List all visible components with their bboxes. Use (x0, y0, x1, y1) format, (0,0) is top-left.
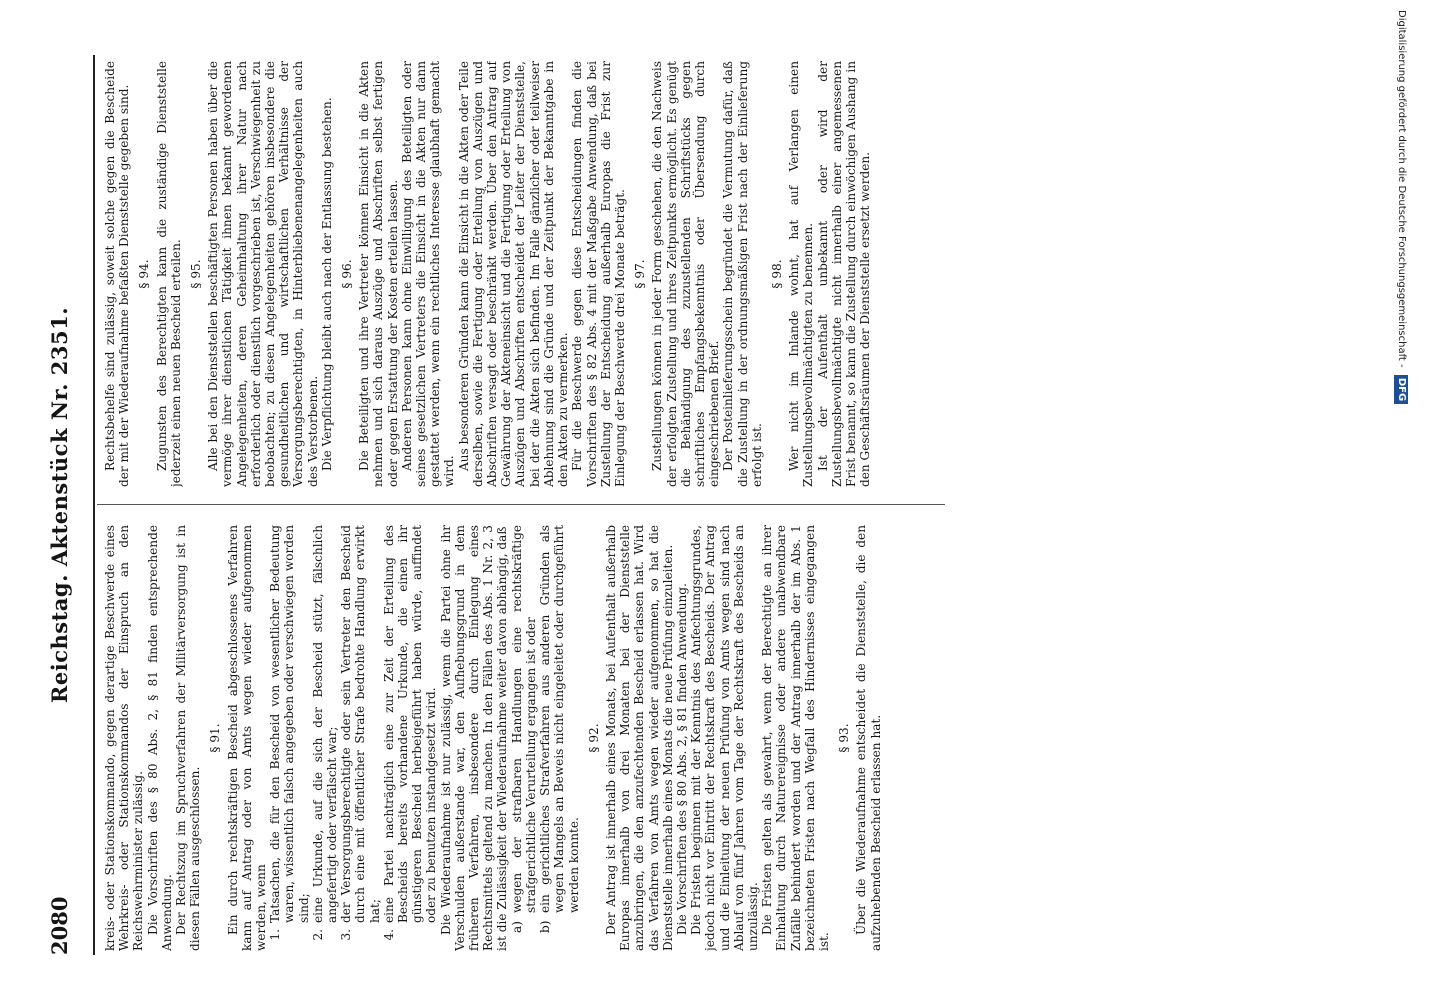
list-item (311, 525, 339, 951)
paragraph: Für die Beschwerde gegen diese Entscheidungen finden die Vorschriften des § 82 Abs. 4 mit der Maßgabe Anwendung, daß bei Zustellung der Entscheidung außerhalb Europas die Frist zur Einlegung der Beschwerde drei Monate beträgt. (570, 61, 627, 487)
list-item (382, 525, 439, 951)
paragraph: Wer nicht im Inlande wohnt, hat auf Verlangen einen Zustellungsbevollmächtigten zu benennen. (787, 61, 816, 487)
list-number: 3. (339, 929, 354, 941)
section-heading-91: § 91. (208, 723, 223, 753)
list-text: Tatsachen, die für den Bescheid von wesentlicher Bedeutung waren, wissentlich falsch angegeben oder verschwiegen worden sind; (268, 525, 311, 923)
paragraph: Der Antrag ist innerhalb eines Monats, bei Aufenthalt außerhalb Europas innerhalb von drei Monaten bei der Dienststelle anzubringen, die den anzufechtenden Bescheid erlassen hat. Wird das Verfahren von Amts wegen wieder aufgenommen, so hat die Dienststelle innerhalb eines Monats die neue Prüfung einzuleiten. (603, 525, 675, 951)
paragraph: Ist der Aufenthalt unbekannt oder wird der Zustellungsbevollmächtigte nicht innerhalb einer angemessenen Frist benannt, so kann die Zustellung durch einwöchigen Aushang in den Geschäftsräumen der Dienststelle ersetzt werden. (815, 61, 873, 487)
list-text: wegen der strafbaren Handlungen eine rechtskräftige strafgerichtliche Verurteilung ergangen ist oder (509, 525, 538, 913)
paragraph: Alle bei den Dienststellen beschäftigten Personen haben über die vermöge ihrer dienstlichen Tätigkeit ihnen bekannt gewordenen Angelegenheiten, deren Geheimhaltung ihrer Natur nach erforderlich oder dienstlich vorgeschrieben ist, Verschwiegenheit zu beobachten; zu diesen Angelegenheiten gehören insbesondere die gesundheitlichen und wirtschaftlichen Verhältnisse der Versorgungsberechtigten, in Hinterbliebenenangelegenheiten auch des Verstorbenen. (206, 61, 320, 487)
list-letter: b) (538, 920, 553, 933)
paragraph: Über die Wiederaufnahme entscheidet die Dienststelle, die den aufzuhebenden Bescheid erlassen hat. (854, 525, 883, 951)
page-number: 2080 (47, 896, 72, 955)
section-heading-92: § 92. (586, 723, 601, 753)
paragraph: Die Fristen beginnen mit der Kenntnis des Anfechtungsgrundes, jedoch nicht vor Eintritt der Rechtskraft des Bescheids. Der Antrag und die Einleitung der neuen Prüfung von Amts wegen sind nach Ablauf von fünf Jahren vom Tage der Rechtskraft des Bescheids an unzulässig. (689, 525, 760, 951)
dfg-logo: DFG (1394, 375, 1408, 404)
paragraph: Ein durch rechtskräftigen Bescheid abgeschlossenes Verfahren kann auf Antrag oder von Amts wegen wieder aufgenommen werden, wenn (225, 525, 269, 951)
digitization-credit (1390, 10, 1412, 990)
section-heading-96: § 96. (340, 259, 355, 289)
paragraph: Der Posteinlieferungsschein begründet die Vermutung dafür, daß die Zustellung in der ordnungsmäßigen Frist nach der Einlieferung erfolgt ist. (721, 61, 764, 487)
paragraph: Die Vorschriften des § 80 Abs. 2, § 81 finden entsprechende Anwendung. (145, 525, 174, 951)
paragraph: Die Fristen gelten als gewahrt, wenn der Berechtigte an ihrer Einhaltung durch Naturereignisse oder andere unabwendbare Zufälle behindert worden und der Antrag innerhalb der im Abs. 1 bezeichneten Fristen nach Wegfall des Hindernisses eingegangen ist. (760, 525, 831, 951)
list-number: 2. (310, 929, 325, 941)
paragraph: Zugunsten des Berechtigten kann die zuständige Dienststelle jederzeit einen neuen Bescheid erteilen. (154, 61, 183, 487)
column-divider (97, 504, 945, 505)
left-column (103, 525, 1345, 951)
rotated-document-page (45, 55, 1345, 955)
list-text: ein gerichtliches Strafverfahren aus anderen Gründen als wegen Mangels an Beweis nicht eingeleitet oder durchgeführt werden konnte. (538, 525, 581, 913)
list-item (510, 525, 538, 933)
paragraph: Zustellungen können in jeder Form geschehen, die den Nachweis der erfolgten Zustellung und ihres Zeitpunkts ermöglicht. Es genügt die Behändigung des zuzustellenden Schriftstücks gegen schriftliches Empfangsbekenntnis oder Übersendung durch eingeschriebenen Brief. (650, 61, 722, 487)
page-header-title: Reichstag. Aktenstück Nr. 2351. (47, 306, 72, 704)
section-heading-98: § 98. (769, 259, 784, 289)
section-heading-97: § 97. (633, 259, 648, 289)
credit-text: Digitalisierung gefördert durch die Deutsche Forschungsgemeinschaft - (1396, 10, 1407, 368)
paragraph: Der Rechtszug im Spruchverfahren der Militärversorgung ist in diesen Fällen ausgeschlossen. (174, 525, 203, 951)
list-letter: a) (509, 921, 524, 933)
list-item (538, 525, 581, 933)
paragraph: Rechtsbehelfe sind zulässig, soweit solche gegen die Bescheide der mit der Wiederaufnahme befaßten Dienststelle gegeben sind. (103, 61, 132, 487)
right-column (103, 61, 1345, 487)
list-number: 1. (268, 929, 283, 941)
list-text: der Versorgungsberechtigte oder sein Vertreter den Bescheid durch eine mit öffentlicher Strafe bedrohte Handlung erwirkt hat; (339, 525, 382, 923)
paragraph: Anderen Personen kann ohne Einwilligung des Beteiligten oder seines gesetzlichen Vertreters die Einsicht in die Akten nur dann gestattet werden, wenn ein rechtliches Interesse glaubhaft gemacht wird. (399, 61, 457, 487)
list-item (268, 525, 311, 951)
paragraph: Die Verpflichtung bleibt auch nach der Entlassung bestehen. (319, 97, 334, 471)
paragraph: kreis- oder Stationskommando, gegen derartige Beschwerde eines Wehrkreis- oder Stationskommandos der Einspruch an den Reichswehrminister zulässig. (103, 525, 146, 951)
paragraph: Die Beteiligten und ihre Vertreter können Einsicht in die Akten nehmen und sich daraus Auszüge und Abschriften selbst fertigen oder gegen Erstattung der Kosten erteilen lassen. (357, 61, 400, 487)
list-number: 4. (381, 929, 396, 941)
list-item (339, 525, 382, 951)
section-heading-94: § 94. (137, 259, 152, 289)
list-text: eine Urkunde, auf die sich der Bescheid stützt, fälschlich angefertigt oder verfälscht war; (310, 525, 340, 923)
paragraph: Die Vorschriften des § 80 Abs. 2, § 81 finden Anwendung. (674, 583, 689, 935)
section-heading-95: § 95. (189, 259, 204, 289)
section-heading-93: § 93. (837, 723, 852, 753)
paragraph: Die Wiederaufnahme ist nur zulässig, wenn die Partei ohne ihr Verschulden außerstande war, den Aufhebungsgrund in dem früheren Verfahren, insbesondere durch Einlegung eines Rechtsmittels geltend zu machen. In den Fällen des Abs. 1 Nr. 2, 3 ist die Zulässigkeit der Wiederaufnahme weiter davon abhängig, daß (438, 525, 510, 951)
paragraph: Aus besonderen Gründen kann die Einsicht in die Akten oder Teile derselben, sowie die Fertigung oder Erteilung von Auszügen und Abschriften versagt oder beschränkt werden. Über den Antrag auf Gewährung der Akteneinsicht und die Fertigung oder Erteilung von Auszügen und Abschriften entscheidet der Leiter der Dienststelle, bei der die Akten sich befinden. Im Falle gänzlicher oder teilweiser Ablehnung sind die Gründe und der Zeitpunkt der Bekanntgabe in den Akten zu vermerken. (456, 61, 571, 487)
header-rule (93, 55, 95, 955)
list-text: eine Partei nachträglich eine zur Zeit der Erteilung des Bescheids bereits vorhandene Urkunde, die einen ihr günstigeren Bescheid herbeigeführt haben würde, auffindet oder zu benutzen instandgesetzt wird. (381, 525, 439, 923)
